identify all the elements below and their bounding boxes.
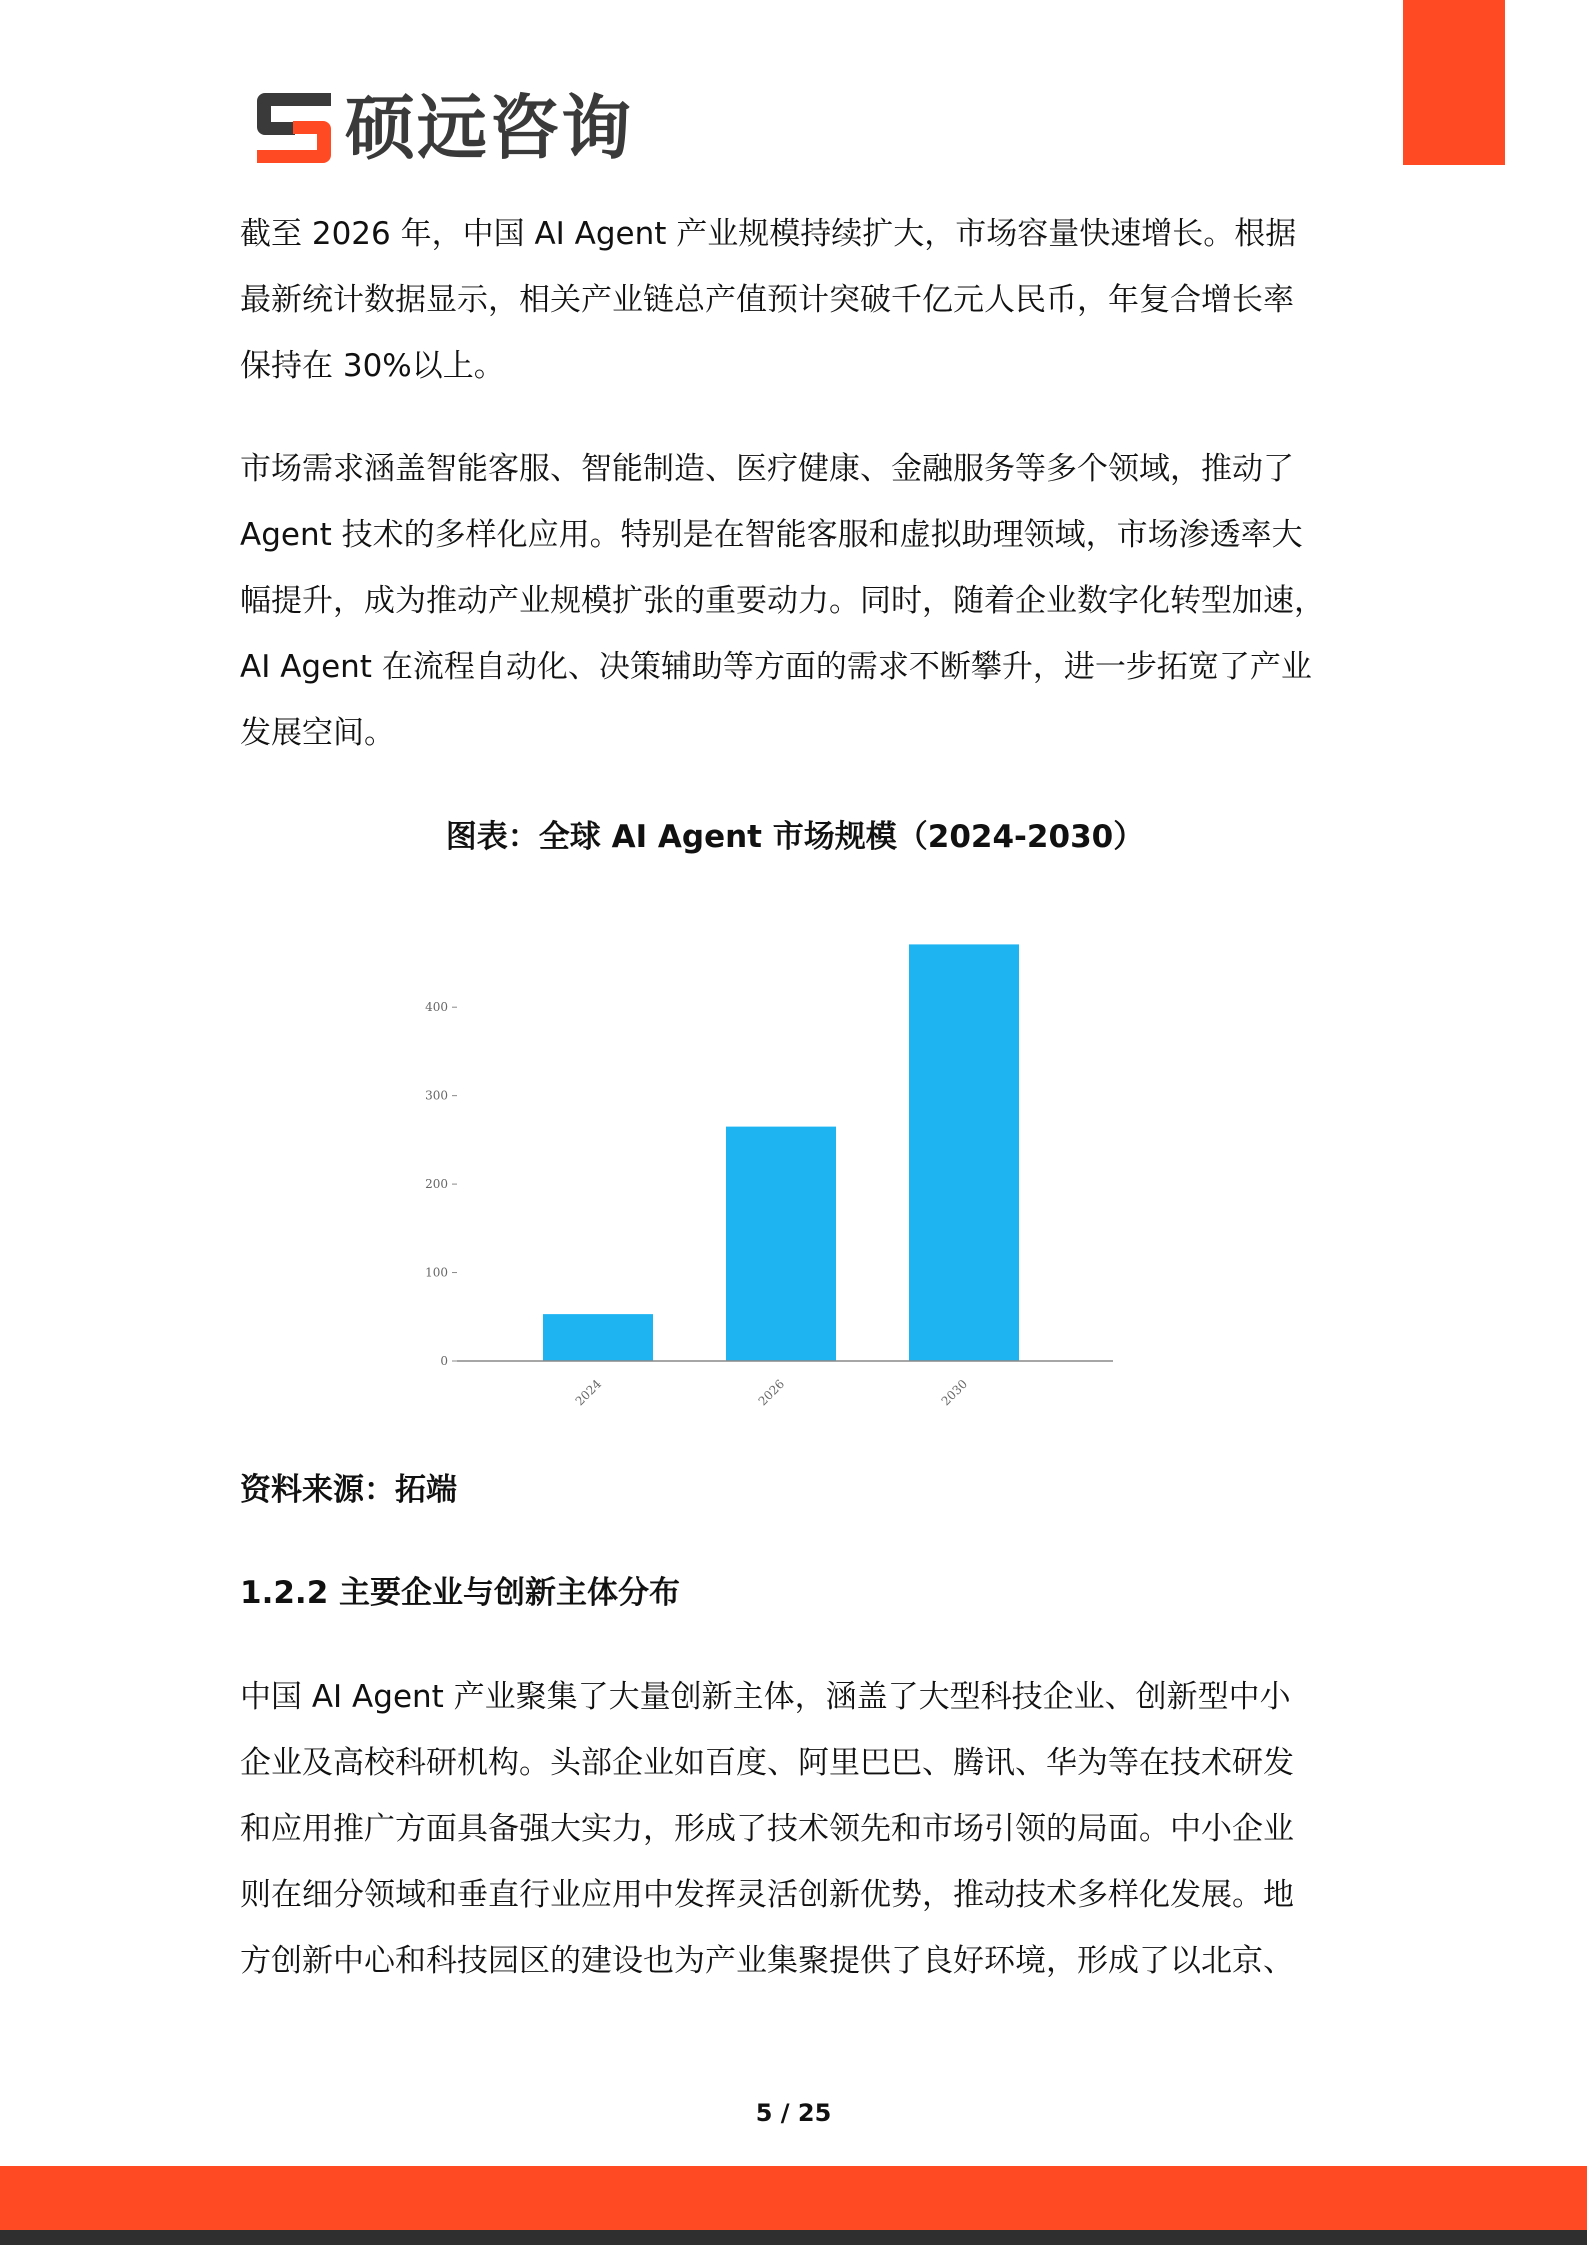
text-line: 发展空间。 xyxy=(240,715,395,751)
market-size-bar-chart xyxy=(400,920,1140,1420)
bar-2024 xyxy=(543,1314,653,1361)
paragraph-enterprise-distribution xyxy=(240,1664,1350,1994)
text-line: Agent 技术的多样化应用。特别是在智能客服和虚拟助理领域，市场渗透率大 xyxy=(240,517,1303,553)
page-number: 5 / 25 xyxy=(755,2099,832,2127)
text-line: 和应用推广方面具备强大实力，形成了技术领先和市场引领的局面。中小企业 xyxy=(240,1811,1294,1847)
stacked-s-logo-icon xyxy=(257,93,331,163)
y-tick-label: 100 xyxy=(425,1265,448,1280)
corner-accent-tab xyxy=(1403,0,1505,165)
footer-band xyxy=(0,2166,1587,2230)
x-tick-label: 2030 xyxy=(938,1376,971,1409)
source-note: 资料来源：拓端 xyxy=(240,1472,457,1508)
y-tick-label: 300 xyxy=(425,1088,448,1103)
paragraph-market-size xyxy=(240,201,1350,399)
brand-name: 硕远咨询 xyxy=(345,87,633,169)
text-line: 则在细分领域和垂直行业应用中发挥灵活创新优势，推动技术多样化发展。地 xyxy=(240,1877,1294,1913)
y-tick-label: 200 xyxy=(425,1177,448,1192)
section-heading: 1.2.2 主要企业与创新主体分布 xyxy=(240,1575,681,1611)
x-tick-label: 2024 xyxy=(572,1376,605,1409)
x-tick-label: 2026 xyxy=(755,1376,788,1409)
text-line: 保持在 30%以上。 xyxy=(240,348,505,384)
text-line: 中国 AI Agent 产业聚集了大量创新主体，涵盖了大型科技企业、创新型中小 xyxy=(240,1679,1291,1715)
text-line: 企业及高校科研机构。头部企业如百度、阿里巴巴、腾讯、华为等在技术研发 xyxy=(240,1745,1294,1781)
chart-title: 图表：全球 AI Agent 市场规模（2024-2030） xyxy=(445,819,1145,855)
paragraph-market-demand xyxy=(240,436,1350,766)
text-line: 市场需求涵盖智能客服、智能制造、医疗健康、金融服务等多个领域，推动了 xyxy=(240,451,1294,487)
text-line: 最新统计数据显示，相关产业链总产值预计突破千亿元人民币，年复合增长率 xyxy=(240,282,1294,318)
bar-2026 xyxy=(726,1127,836,1361)
footer-dark-strip xyxy=(0,2230,1587,2245)
text-line: 截至 2026 年，中国 AI Agent 产业规模持续扩大，市场容量快速增长。根据 xyxy=(240,216,1297,252)
text-line: 幅提升，成为推动产业规模扩张的重要动力。同时，随着企业数字化转型加速， xyxy=(240,583,1325,619)
brand-logo xyxy=(257,88,633,168)
text-line: 方创新中心和科技园区的建设也为产业集聚提供了良好环境，形成了以北京、 xyxy=(240,1943,1294,1979)
text-line: AI Agent 在流程自动化、决策辅助等方面的需求不断攀升，进一步拓宽了产业 xyxy=(240,649,1312,685)
y-tick-label: 400 xyxy=(425,1000,448,1015)
y-tick-label: 0 xyxy=(440,1354,448,1368)
bar-2030 xyxy=(909,944,1019,1361)
